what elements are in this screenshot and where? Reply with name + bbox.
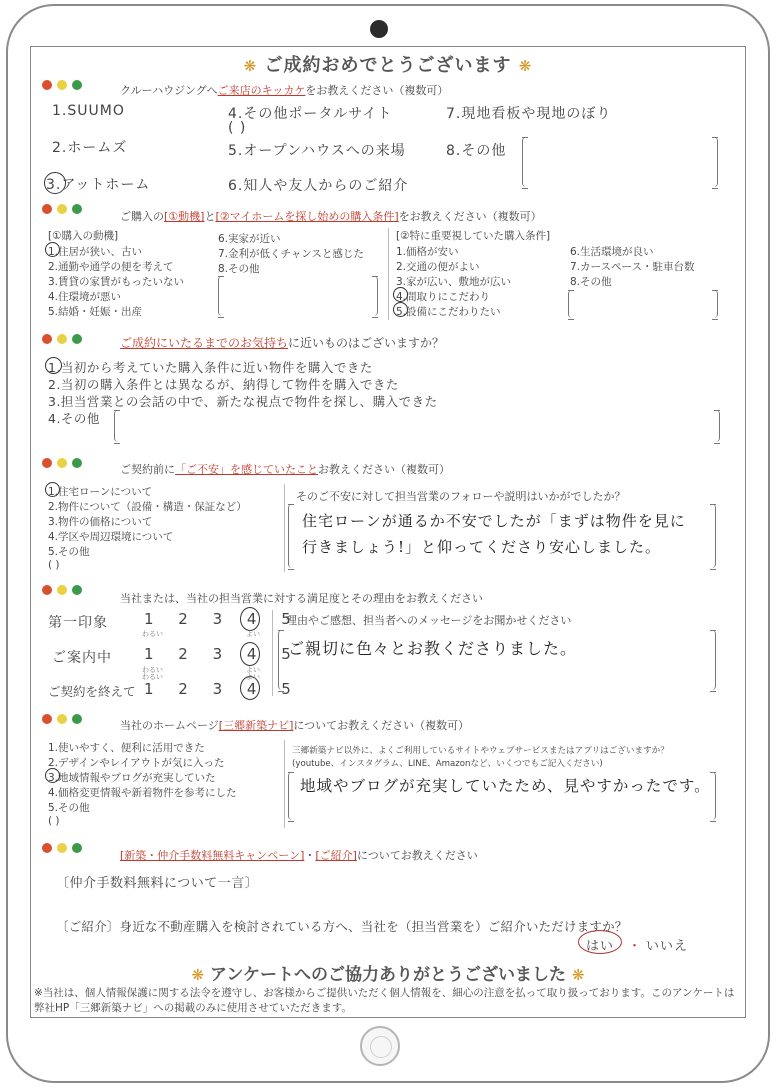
selection-circle: [578, 930, 622, 954]
s6-side-question-2: (youtube、インスタグラム、LINE、Amazonなど、いくつでもご記入ください): [292, 759, 603, 769]
s4-option-5-blank: ( ): [48, 559, 60, 571]
s6-option-3[interactable]: 3.地域情報やブログが充実していた: [48, 772, 216, 784]
s4-option-1[interactable]: 1.住宅ローンについて: [48, 486, 153, 498]
selection-circle: [393, 302, 408, 317]
s6-option-2[interactable]: 2.デザインやレイアウトが気に入った: [48, 757, 225, 769]
s2-right-option-3[interactable]: 3.家が広い、敷地が広い: [396, 276, 512, 288]
s6-option-1[interactable]: 1.使いやすく、便利に活用できた: [48, 742, 205, 754]
s2-left-option-4[interactable]: 4.住環境が悪い: [48, 291, 122, 303]
section1-question: クルーハウジングへご来店のキッカケをお教えください（複数可）: [120, 84, 449, 97]
sparkle-icon: ❋: [518, 57, 533, 75]
divider: [284, 740, 285, 828]
s6-handwritten: 地域やブログが充実していたため、見やすかったです。: [300, 777, 711, 795]
s3-option-2[interactable]: 2.当初の購入条件とは異なるが、納得して物件を購入できた: [48, 377, 399, 392]
low-label: わるい: [142, 630, 163, 638]
s1-option-1[interactable]: 1.SUUMO: [52, 103, 125, 119]
s5-row3-label: ご契約を終えて: [48, 684, 136, 699]
high-label: よい: [246, 666, 260, 674]
s1-option-4-blank: ( ): [228, 120, 247, 136]
s1-option-8[interactable]: 8.その他: [446, 143, 507, 159]
s5-row2-label: ご案内中: [52, 650, 112, 666]
s2-left-option-5[interactable]: 5.結婚・妊娠・出産: [48, 306, 143, 318]
section-dots: [42, 843, 82, 853]
section4-question: ご契約前に「ご不安」を感じていたことお教えください（複数可）: [120, 463, 450, 476]
s2-right-other-field[interactable]: [568, 290, 718, 318]
s1-other-field[interactable]: [522, 137, 718, 187]
thanks-title: [0, 960, 776, 985]
selection-circle: [393, 287, 408, 302]
s2-left-option-3[interactable]: 3.賃貸の家賃がもったいない: [48, 276, 185, 288]
s1-option-5[interactable]: 5.オープンハウスへの来場: [228, 143, 406, 159]
s1-option-3[interactable]: 3.アットホーム: [46, 177, 151, 193]
selection-circle: [240, 607, 260, 631]
selection-circle: [240, 642, 260, 666]
s7-referral-question: 〔ご紹介〕身近な不動産購入を検討されている方へ、当社を（担当営業を）ご紹介いただけますか？: [56, 919, 628, 934]
s2-right-heading: [②特に重要視していた購入条件]: [396, 230, 551, 242]
high-label: よい: [246, 673, 260, 681]
section6-question: 当社のホームページ[三郷新築ナビ]についてお教えください（複数可）: [120, 719, 470, 732]
s1-option-6[interactable]: 6.知人や友人からのご紹介: [228, 178, 409, 194]
section7-question: [新築・仲介手数料無料キャンペーン]・[ご紹介]についてお教えください: [120, 849, 478, 862]
s7-no-option[interactable]: いいえ: [646, 939, 689, 954]
home-button[interactable]: [360, 1026, 400, 1066]
s4-option-3[interactable]: 3.物件の価格について: [48, 516, 153, 528]
title-text: ご成約おめでとうございます: [264, 55, 512, 76]
s4-followup-question: そのご不安に対して担当営業のフォローや説明はいかがでしたか？: [296, 490, 626, 503]
s7-separator: ・: [628, 939, 643, 954]
section-dots: [42, 80, 82, 90]
s2-right-option-1[interactable]: 1.価格が安い: [396, 246, 459, 258]
s4-option-4[interactable]: 4.学区や周辺環境について: [48, 531, 174, 543]
s6-option-5[interactable]: 5.その他: [48, 802, 90, 814]
section5-question: 当社または、当社の担当営業に対する満足度とその理由をお教えください: [120, 592, 483, 605]
s5-handwritten: ご親切に色々とお教くださりました。: [288, 639, 578, 658]
s3-option-1[interactable]: 1.当初から考えていた購入条件に近い物件を購入できた: [48, 360, 373, 375]
page-title: [0, 51, 776, 77]
s4-option-5[interactable]: 5.その他: [48, 546, 90, 558]
thanks-text: アンケートへのご協力ありがとうございました: [210, 965, 566, 985]
section3-question: ご成約にいたるまでのお気持ちに近いものはございますか？: [120, 336, 445, 350]
s6-side-question-1: 三郷新築ナビ以外に、よくご利用しているサイトやウェブサービスまたはアプリはございますか？: [292, 746, 669, 756]
s6-option-4[interactable]: 4.価格変更情報や新着物件を参考にした: [48, 787, 237, 799]
s2-right-option-2[interactable]: 2.交通の便がよい: [396, 261, 480, 273]
s4-option-2[interactable]: 2.物件について（設備・構造・保証など）: [48, 501, 247, 513]
privacy-note: ※当社は、個人情報保護に関する法令を遵守し、お客様からご提供いただく個人情報を、細心の注意を払って取り扱っております。このアンケートは弊社HP「三郷新築ナビ」への掲載のみに使用させていただきます。: [34, 987, 735, 1014]
s6-option-5-blank: ( ): [48, 815, 60, 827]
s2-right-option-8[interactable]: 8.その他: [570, 276, 612, 288]
s5-row1-scale[interactable]: 1 2 3 4 5: [144, 610, 301, 628]
s2-left-other-field[interactable]: [218, 276, 378, 316]
selection-circle: [45, 242, 60, 257]
high-label: よい: [246, 630, 260, 638]
section-dots: [42, 714, 82, 724]
s4-handwritten-line1: 住宅ローンが通るか不安でしたが「まずは物件を見に: [302, 512, 686, 530]
s2-right-option-7[interactable]: 7.カースペース・駐車台数: [570, 261, 695, 273]
s7-comment-label: 〔仲介手数料無料について一言〕: [56, 876, 259, 891]
section-dots: [42, 585, 82, 595]
s4-handwritten-line2: 行きましょう!」と仰ってくださり安心しました。: [302, 538, 662, 556]
section-dots: [42, 334, 82, 344]
s2-left-option-6[interactable]: 6.実家が近い: [218, 233, 281, 245]
s2-left-heading: [①購入の動機]: [48, 230, 119, 242]
selection-circle: [44, 172, 66, 194]
s3-option-4[interactable]: 4.その他: [48, 411, 100, 426]
sparkle-icon: ❋: [243, 57, 258, 75]
s3-other-field[interactable]: [114, 410, 720, 442]
s7-yes-option[interactable]: はい: [586, 939, 615, 954]
s5-row2-scale[interactable]: 1 2 3 4 5: [144, 645, 301, 663]
section-dots: [42, 458, 82, 468]
s2-right-option-6[interactable]: 6.生活環境が良い: [570, 246, 654, 258]
low-label: わるい: [142, 666, 163, 674]
s3-option-3[interactable]: 3.担当営業との会話の中で、新たな視点で物件を探し、購入できた: [48, 394, 438, 409]
section-dots: [42, 204, 82, 214]
s5-message-prompt: 理由やご感想、担当者へのメッセージをお聞かせください: [286, 614, 572, 627]
s2-right-option-5[interactable]: 5.設備にこだわりたい: [396, 306, 501, 318]
divider: [388, 228, 389, 320]
section2-question: ご購入の[①動機]と[②マイホームを探し始めの購入条件]をお教えください（複数可）: [120, 210, 542, 223]
s1-option-4[interactable]: 4.その他ポータルサイト: [228, 106, 393, 122]
s1-option-2[interactable]: 2.ホームズ: [52, 140, 128, 156]
s5-row1-label: 第一印象: [48, 615, 108, 631]
low-label: わるい: [142, 673, 163, 681]
s2-left-option-2[interactable]: 2.通勤や通学の便を考えて: [48, 261, 174, 273]
s2-left-option-8[interactable]: 8.その他: [218, 263, 260, 275]
camera-dot: [370, 20, 388, 38]
s5-row3-scale[interactable]: 1 2 3 4 5: [144, 680, 301, 698]
s2-left-option-1[interactable]: 1.住居が狭い、古い: [48, 246, 143, 258]
selection-circle: [45, 482, 60, 497]
divider: [284, 484, 285, 572]
s2-right-option-4[interactable]: 4.間取りにこだわり: [396, 291, 491, 303]
sparkle-icon: ❋: [191, 966, 205, 984]
s2-left-option-7[interactable]: 7.金利が低くチャンスと感じた: [218, 248, 364, 260]
selection-circle: [45, 357, 62, 374]
sparkle-icon: ❋: [571, 966, 585, 984]
s1-option-7[interactable]: 7.現地看板や現地のぼり: [446, 106, 612, 122]
divider: [272, 610, 273, 696]
selection-circle: [45, 768, 60, 783]
